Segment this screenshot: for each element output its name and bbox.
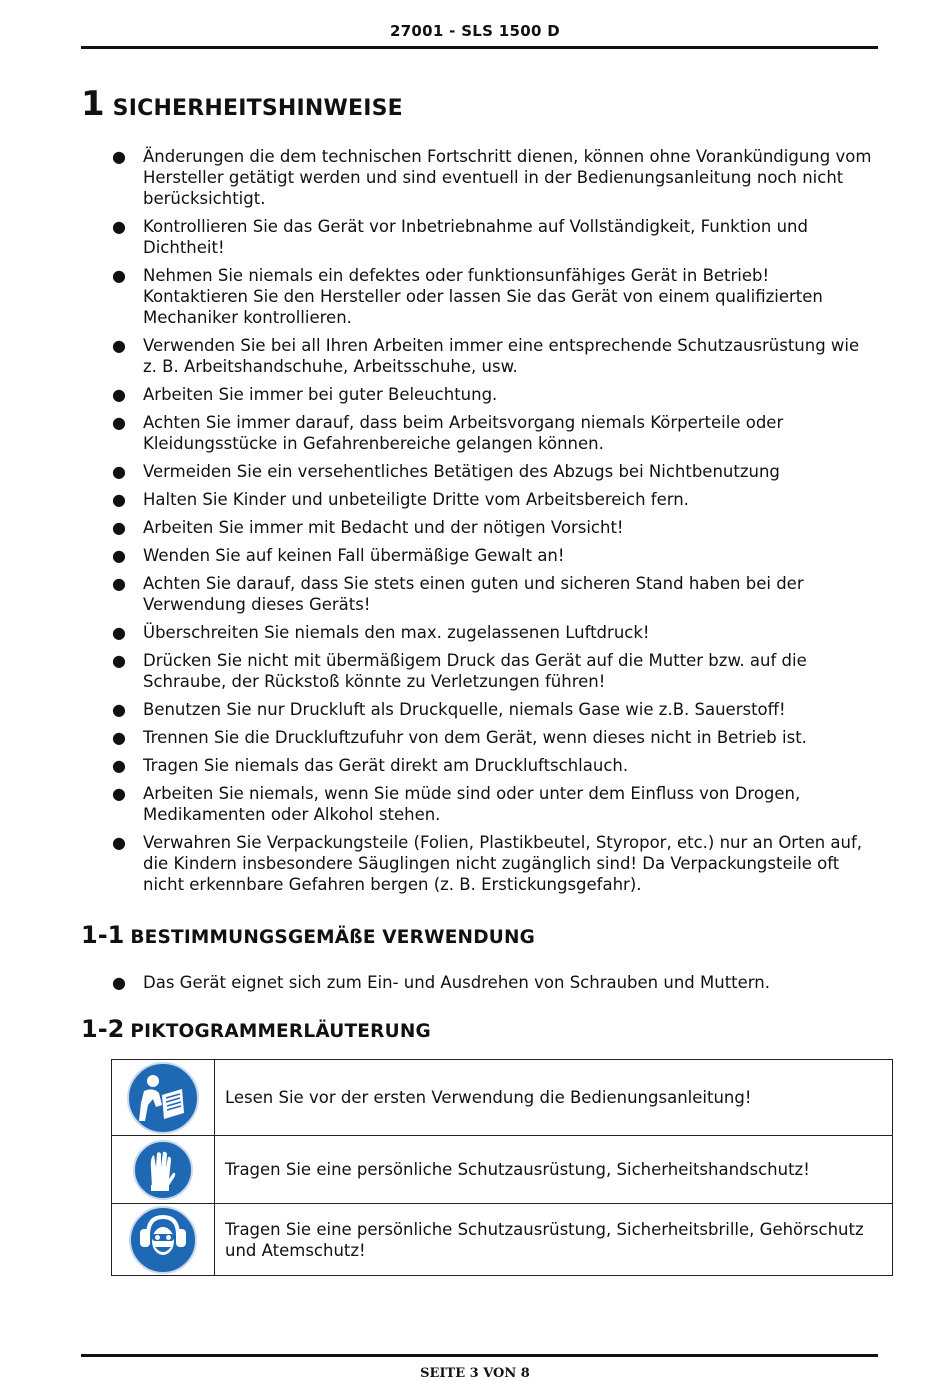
list-item-text: Wenden Sie auf keinen Fall übermäßige Gewalt an! — [143, 546, 565, 565]
bullet-icon: ● — [112, 490, 126, 509]
table-row — [112, 1136, 893, 1204]
bullet-icon: ● — [112, 574, 126, 593]
list-item — [0, 755, 873, 776]
section-title: SICHERHEITSHINWEISE — [112, 96, 403, 121]
table-row — [112, 1060, 893, 1136]
list-item — [0, 146, 873, 209]
header-rule — [81, 46, 878, 49]
list-item-text: Arbeiten Sie immer mit Bedacht und der nötigen Vorsicht! — [143, 518, 624, 537]
bullet-icon: ● — [112, 784, 126, 803]
list-item — [0, 972, 873, 993]
bullet-icon: ● — [112, 147, 126, 166]
list-item — [0, 783, 873, 825]
list-item — [0, 832, 873, 895]
section-number: 1-1 — [81, 921, 125, 949]
pictogram-description: Lesen Sie vor der ersten Verwendung die Bedienungsanleitung! — [215, 1060, 893, 1136]
list-item-text: Das Gerät eignet sich zum Ein- und Ausdrehen von Schrauben und Muttern. — [143, 973, 770, 992]
list-item-text: Benutzen Sie nur Druckluft als Druckquelle, niemals Gase wie z.B. Sauerstoff! — [143, 700, 786, 719]
list-item-text: Trennen Sie die Druckluftzufuhr von dem Gerät, wenn dieses nicht in Betrieb ist. — [143, 728, 807, 747]
pictogram-table — [111, 1059, 893, 1276]
bullet-icon: ● — [112, 266, 126, 285]
pictogram-cell — [112, 1060, 215, 1136]
bullet-icon: ● — [112, 833, 126, 852]
section-number: 1 — [81, 84, 105, 124]
list-item — [0, 699, 873, 720]
bullet-icon: ● — [112, 413, 126, 432]
page-number-footer: SEITE 3 VON 8 — [420, 1366, 530, 1381]
read-manual-icon — [126, 1061, 200, 1135]
bullet-icon: ● — [112, 756, 126, 775]
list-item — [0, 545, 873, 566]
footer-rule — [81, 1354, 878, 1357]
list-item-text: Achten Sie immer darauf, dass beim Arbeitsvorgang niemals Körperteile oder Kleidungsstücke in Gefahrenbereiche gelangen können. — [143, 413, 784, 453]
list-item-text: Nehmen Sie niemals ein defektes oder funktionsunfähiges Gerät in Betrieb! Kontaktieren Sie den Hersteller oder lassen Sie das Gerät von einem qualifizierten Mechaniker kontrollieren. — [143, 266, 823, 327]
bullet-icon: ● — [112, 385, 126, 404]
pictogram-cell — [112, 1204, 215, 1276]
list-item — [0, 265, 873, 328]
list-item-text: Überschreiten Sie niemals den max. zugelassenen Luftdruck! — [143, 623, 650, 642]
table-row — [112, 1204, 893, 1276]
section-title: BESTIMMUNGSGEMÄßE VERWENDUNG — [130, 927, 536, 948]
list-item — [0, 412, 873, 454]
list-item-text: Arbeiten Sie niemals, wenn Sie müde sind oder unter dem Einfluss von Drogen, Medikamenten oder Alkohol stehen. — [143, 784, 801, 824]
list-item-text: Halten Sie Kinder und unbeteiligte Dritte vom Arbeitsbereich fern. — [143, 490, 689, 509]
list-item-text: Verwahren Sie Verpackungsteile (Folien, Plastikbeutel, Styropor, etc.) nur an Orten auf, die Kindern insbesondere Säuglingen nicht zugänglich sind! Da Verpackungsteile oft nicht erkennbare Gefahren bergen (z. B. Erstickungsgefahr). — [143, 833, 863, 894]
section-heading-1 — [81, 84, 403, 124]
protective-gloves-icon — [132, 1139, 194, 1201]
bullet-icon: ● — [112, 336, 126, 355]
bullet-icon: ● — [112, 700, 126, 719]
list-item-text: Achten Sie darauf, dass Sie stets einen guten und sicheren Stand haben bei der Verwendung dieses Geräts! — [143, 574, 804, 614]
pictogram-description: Tragen Sie eine persönliche Schutzausrüstung, Sicherheitsbrille, Gehörschutz und Atemschutz! — [215, 1204, 893, 1276]
bullet-icon: ● — [112, 217, 126, 236]
list-item — [0, 489, 873, 510]
list-item — [0, 650, 873, 692]
section-title: PIKTOGRAMMERLÄUTERUNG — [130, 1021, 431, 1042]
safety-instructions-list — [0, 146, 873, 902]
intended-use-list — [0, 972, 873, 1000]
list-item — [0, 216, 873, 258]
list-item-text: Tragen Sie niemals das Gerät direkt am Druckluftschlauch. — [143, 756, 629, 775]
bullet-icon: ● — [112, 973, 126, 992]
list-item-text: Arbeiten Sie immer bei guter Beleuchtung. — [143, 385, 498, 404]
list-item-text: Vermeiden Sie ein versehentliches Betätigen des Abzugs bei Nichtbenutzung — [143, 462, 780, 481]
bullet-icon: ● — [112, 623, 126, 642]
list-item-text: Drücken Sie nicht mit übermäßigem Druck das Gerät auf die Mutter bzw. auf die Schraube, der Rückstoß könnte zu Verletzungen führen! — [143, 651, 807, 691]
list-item — [0, 573, 873, 615]
bullet-icon: ● — [112, 546, 126, 565]
goggles-ear-mask-icon — [128, 1205, 198, 1275]
bullet-icon: ● — [112, 462, 126, 481]
section-number: 1-2 — [81, 1015, 125, 1043]
pictogram-description: Tragen Sie eine persönliche Schutzausrüstung, Sicherheitshandschutz! — [215, 1136, 893, 1204]
list-item — [0, 622, 873, 643]
section-heading-1-2 — [81, 1015, 431, 1043]
bullet-icon: ● — [112, 651, 126, 670]
pictogram-cell — [112, 1136, 215, 1204]
section-heading-1-1 — [81, 921, 535, 949]
list-item — [0, 384, 873, 405]
list-item — [0, 727, 873, 748]
list-item-text: Kontrollieren Sie das Gerät vor Inbetriebnahme auf Vollständigkeit, Funktion und Dichtheit! — [143, 217, 808, 257]
list-item — [0, 335, 873, 377]
bullet-icon: ● — [112, 518, 126, 537]
list-item — [0, 517, 873, 538]
bullet-icon: ● — [112, 728, 126, 747]
list-item-text: Änderungen die dem technischen Fortschritt dienen, können ohne Vorankündigung vom Hersteller getätigt werden und sind eventuell in der Bedienungsanleitung noch nicht berücksichtigt. — [143, 147, 872, 208]
list-item — [0, 461, 873, 482]
page-header-title: 27001 - SLS 1500 D — [389, 22, 561, 40]
list-item-text: Verwenden Sie bei all Ihren Arbeiten immer eine entsprechende Schutzausrüstung wie z. B. Arbeitshandschuhe, Arbeitsschuhe, usw. — [143, 336, 860, 376]
